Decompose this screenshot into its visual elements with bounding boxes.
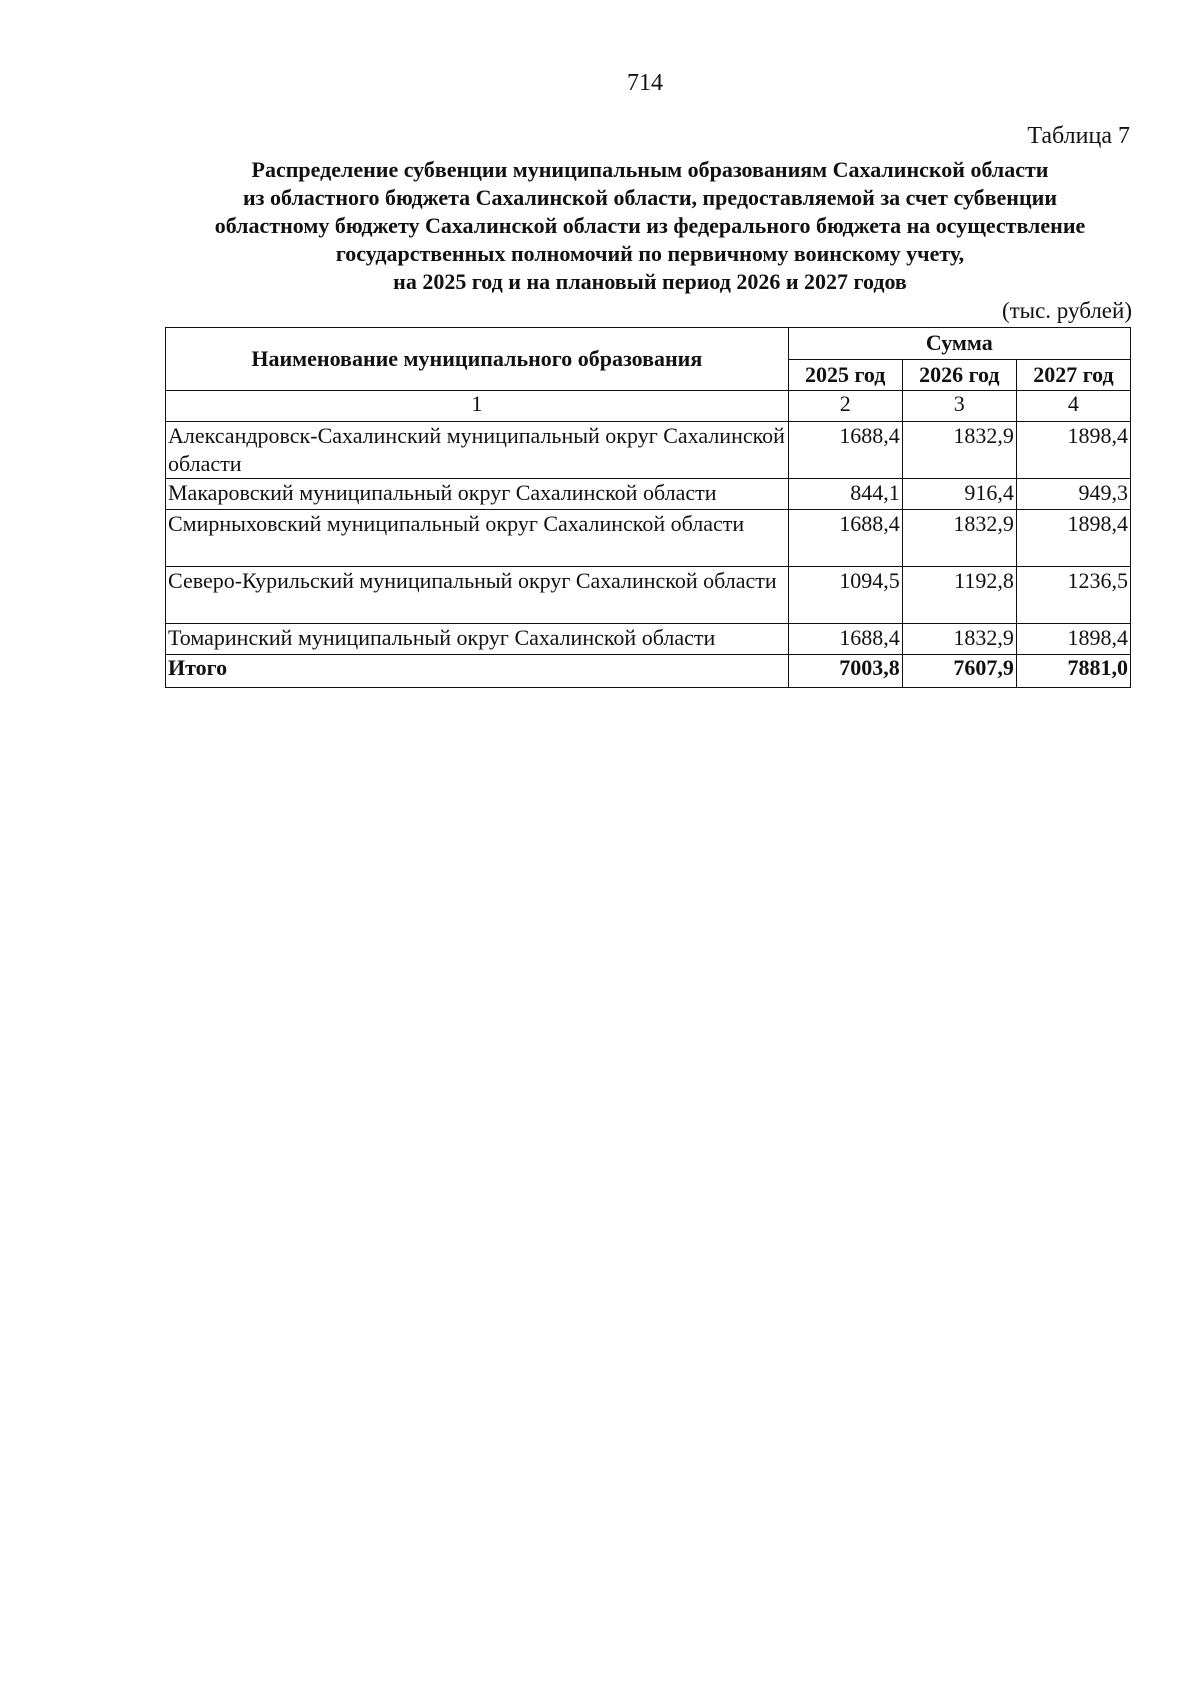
table-row: [166, 510, 1131, 567]
municipality-name: Томаринский муниципальный округ Сахалинской области: [166, 624, 789, 655]
table-row: [166, 567, 1131, 624]
page-number: 714: [627, 70, 663, 96]
value-2026: 1192,8: [902, 567, 1016, 624]
table-header-row: [166, 328, 1131, 360]
column-number: 2: [788, 391, 902, 422]
table-label: Таблица 7: [1027, 123, 1130, 149]
value-2027: 1898,4: [1016, 624, 1130, 655]
header-year-2026: 2026 год: [902, 359, 1016, 391]
table-row: [166, 479, 1131, 510]
value-2025: 844,1: [788, 479, 902, 510]
municipality-name: Северо-Курильский муниципальный округ Сахалинской области: [166, 567, 789, 624]
title-line: областному бюджету Сахалинской области из федерального бюджета на осуществление: [214, 213, 1086, 238]
units-label: (тыс. рублей): [1001, 298, 1132, 323]
column-number: 4: [1016, 391, 1130, 422]
total-label: Итого: [166, 655, 789, 688]
title-line: Распределение субвенции муниципальным образованиям Сахалинской области: [251, 157, 1049, 182]
municipality-name: Смирныховский муниципальный округ Сахалинской области: [166, 510, 789, 567]
value-2026: 916,4: [902, 479, 1016, 510]
header-year-2027: 2027 год: [1016, 359, 1130, 391]
value-2025: 1688,4: [788, 510, 902, 567]
title-line: государственных полномочий по первичному воинскому учету,: [335, 241, 965, 266]
column-number: 3: [902, 391, 1016, 422]
column-number-row: [166, 391, 1131, 422]
total-2025: 7003,8: [788, 655, 902, 688]
column-number: 1: [166, 391, 789, 422]
header-year-2025: 2025 год: [788, 359, 902, 391]
total-2026: 7607,9: [902, 655, 1016, 688]
value-2025: 1688,4: [788, 422, 902, 479]
table-row: [166, 422, 1131, 479]
header-sum: Сумма: [788, 328, 1130, 360]
title-line: на 2025 год и на плановый период 2026 и 2027 годов: [393, 269, 907, 294]
value-2026: 1832,9: [902, 422, 1016, 479]
value-2026: 1832,9: [902, 624, 1016, 655]
document-title: [120, 156, 1180, 296]
municipality-name: Александровск-Сахалинский муниципальный округ Сахалинской области: [166, 422, 789, 479]
header-name: Наименование муниципального образования: [166, 328, 789, 391]
municipality-name: Макаровский муниципальный округ Сахалинской области: [166, 479, 789, 510]
title-line: из областного бюджета Сахалинской области, предоставляемой за счет субвенции: [242, 185, 1058, 210]
value-2025: 1688,4: [788, 624, 902, 655]
value-2026: 1832,9: [902, 510, 1016, 567]
value-2027: 1898,4: [1016, 422, 1130, 479]
value-2027: 1898,4: [1016, 510, 1130, 567]
table-row: [166, 624, 1131, 655]
value-2025: 1094,5: [788, 567, 902, 624]
total-row: [166, 655, 1131, 688]
total-2027: 7881,0: [1016, 655, 1130, 688]
value-2027: 949,3: [1016, 479, 1130, 510]
value-2027: 1236,5: [1016, 567, 1130, 624]
subvention-table: [165, 327, 1131, 688]
